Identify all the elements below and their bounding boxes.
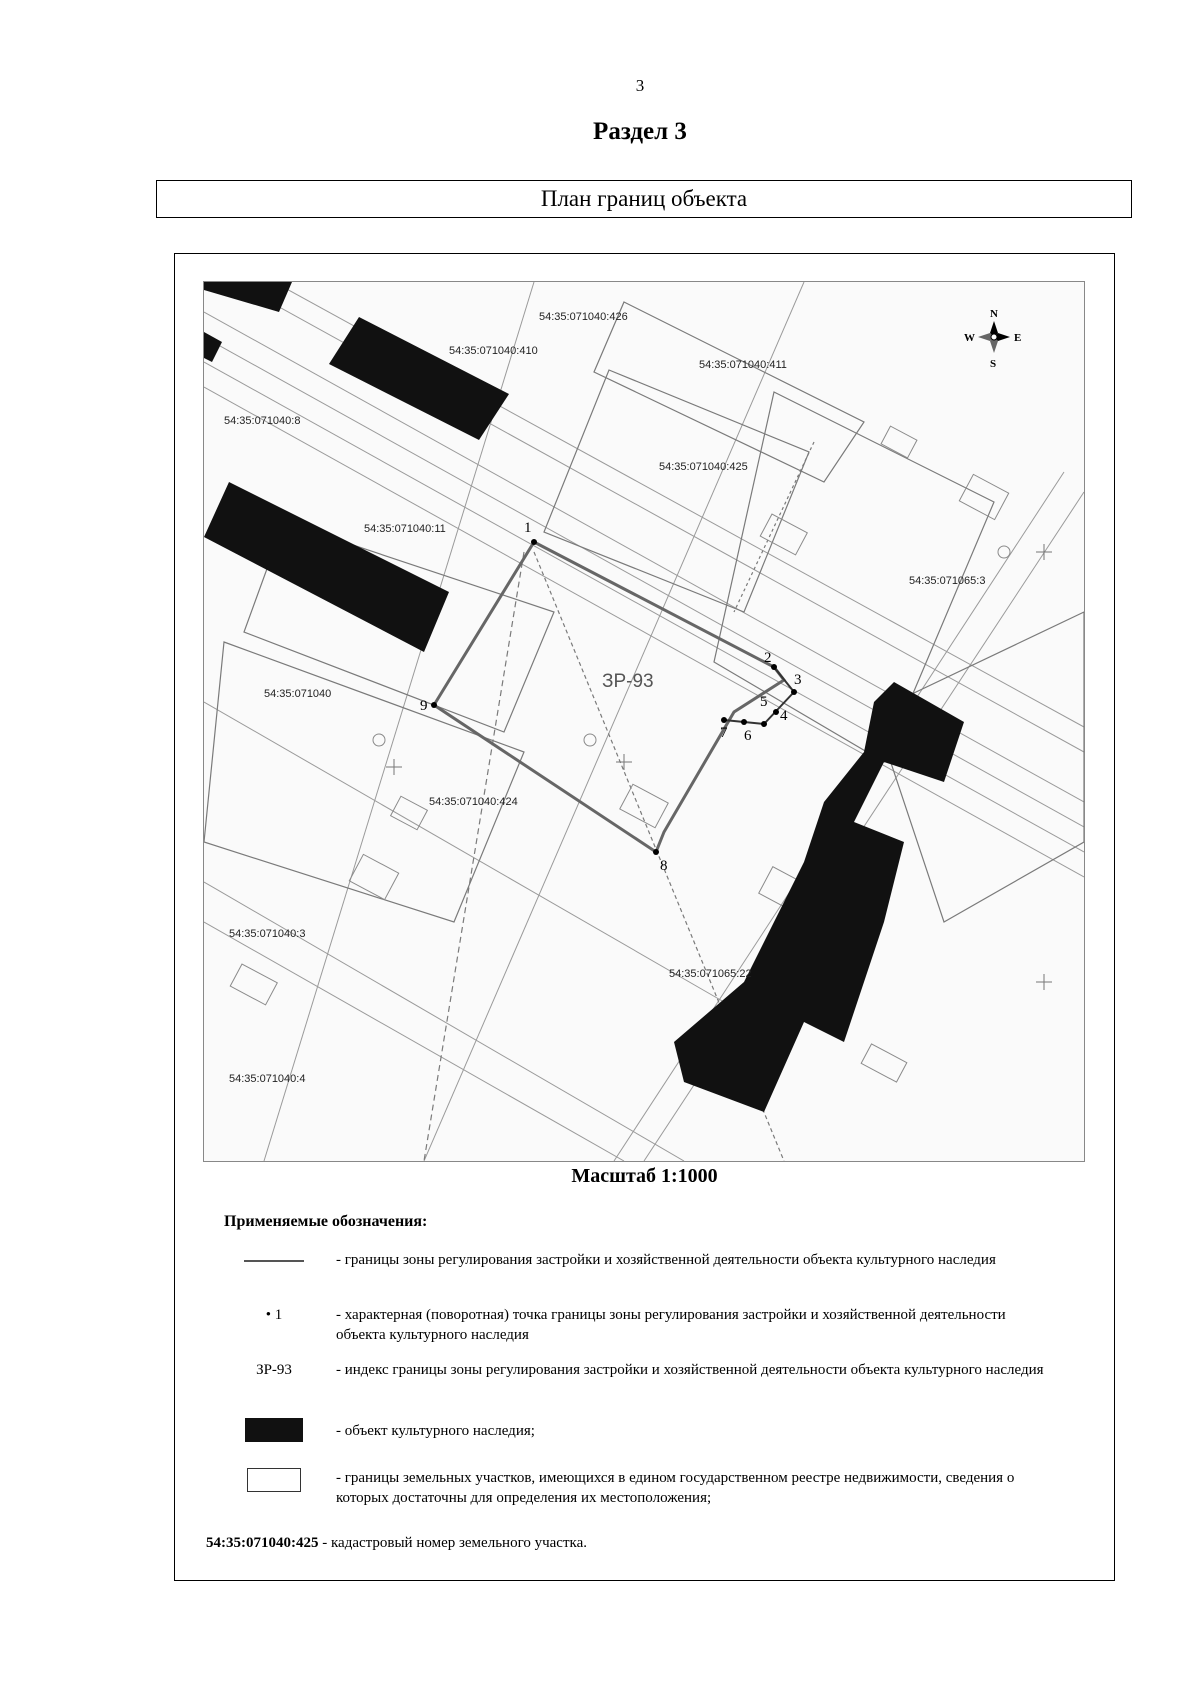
parcel-label: 54:35:071040:424 — [429, 796, 518, 808]
parcel-label: 54:35:071040:426 — [539, 311, 628, 323]
zone-index-label: ЗР-93 — [602, 671, 654, 692]
point-label-4: 4 — [780, 708, 788, 724]
heritage-building-3 — [204, 282, 292, 312]
heritage-building-5 — [674, 682, 964, 1112]
legend-white-box — [224, 1468, 324, 1498]
legend-title: Применяемые обозначения: — [224, 1213, 428, 1230]
compass-s: S — [990, 358, 997, 370]
turning-point-4 — [773, 709, 779, 715]
map — [203, 281, 1085, 1162]
legend-black-box — [224, 1418, 324, 1448]
point-label-8: 8 — [660, 858, 668, 874]
point-label-7: 7 — [720, 725, 728, 741]
turning-point-6 — [741, 719, 747, 725]
legend-code-symbol: ЗР-93 — [256, 1362, 292, 1378]
turning-point-7 — [721, 717, 727, 723]
turning-point-8 — [653, 849, 659, 855]
parcel-label: 54:35:071040:410 — [449, 345, 538, 357]
parcel-label: 54:35:071040:4 — [229, 1073, 306, 1085]
legend-line-symbol — [224, 1250, 324, 1270]
turning-point-2 — [771, 664, 777, 670]
parcel-label: 54:35:071040:411 — [699, 359, 787, 371]
legend-text: - границы зоны регулирования застройки и хозяйственной деятельности объекта культурного наследия — [336, 1252, 996, 1268]
point-label-2: 2 — [764, 650, 772, 666]
parcel-label: 54:35:071065:22 — [669, 968, 752, 980]
legend-cadastral-example — [206, 1535, 587, 1552]
parcel-labels — [224, 311, 985, 1085]
compass-e: E — [1014, 332, 1022, 344]
compass-rose — [964, 308, 1021, 370]
point-label-1: 1 — [524, 520, 532, 536]
point-label-3: 3 — [794, 672, 802, 688]
heritage-building-4 — [204, 332, 222, 362]
plan-title: План границ объекта — [156, 180, 1132, 218]
turning-point-5 — [761, 721, 767, 727]
point-label-5: 5 — [760, 694, 768, 710]
parcel-label: 54:35:071040:11 — [364, 523, 446, 535]
legend-point-symbol: • 1 — [265, 1307, 283, 1323]
point-label-9: 9 — [420, 698, 428, 714]
parcel-label: 54:35:071040:3 — [229, 928, 306, 940]
legend-text: - индекс границы зоны регулирования застройки и хозяйственной деятельности объекта культурного наследия — [336, 1362, 1044, 1378]
page-number: 3 — [635, 76, 645, 95]
heritage-building-2 — [204, 482, 449, 652]
turning-point-3 — [791, 689, 797, 695]
legend-text: - объект культурного наследия; — [336, 1423, 535, 1439]
parcel-label: 54:35:071040 — [264, 688, 332, 700]
parcel-label: 54:35:071065:3 — [909, 575, 986, 587]
compass-n: N — [990, 308, 998, 320]
section-title: Раздел 3 — [593, 118, 687, 145]
cadastral-text: - кадастровый номер земельного участка. — [322, 1535, 587, 1551]
scale-label: Масштаб 1:1000 — [571, 1165, 718, 1187]
cadastral-number: 54:35:071040:425 — [206, 1535, 319, 1551]
parcel-label: 54:35:071040:8 — [224, 415, 301, 427]
turning-point-1 — [531, 539, 537, 545]
point-label-6: 6 — [744, 728, 752, 744]
compass-w: W — [964, 332, 975, 344]
grid-crosses — [386, 544, 1052, 990]
legend-text: - границы земельных участков, имеющихся в едином государственном реестре недвижимости, сведения о которых достаточны для определения их местоположения; — [336, 1470, 1015, 1506]
turning-point-9 — [431, 702, 437, 708]
map-svg — [204, 282, 1084, 1161]
parcel-label: 54:35:071040:425 — [659, 461, 748, 473]
legend-text: - характерная (поворотная) точка границы зоны регулирования застройки и хозяйственной деятельности объекта культурного наследия — [336, 1307, 1006, 1343]
